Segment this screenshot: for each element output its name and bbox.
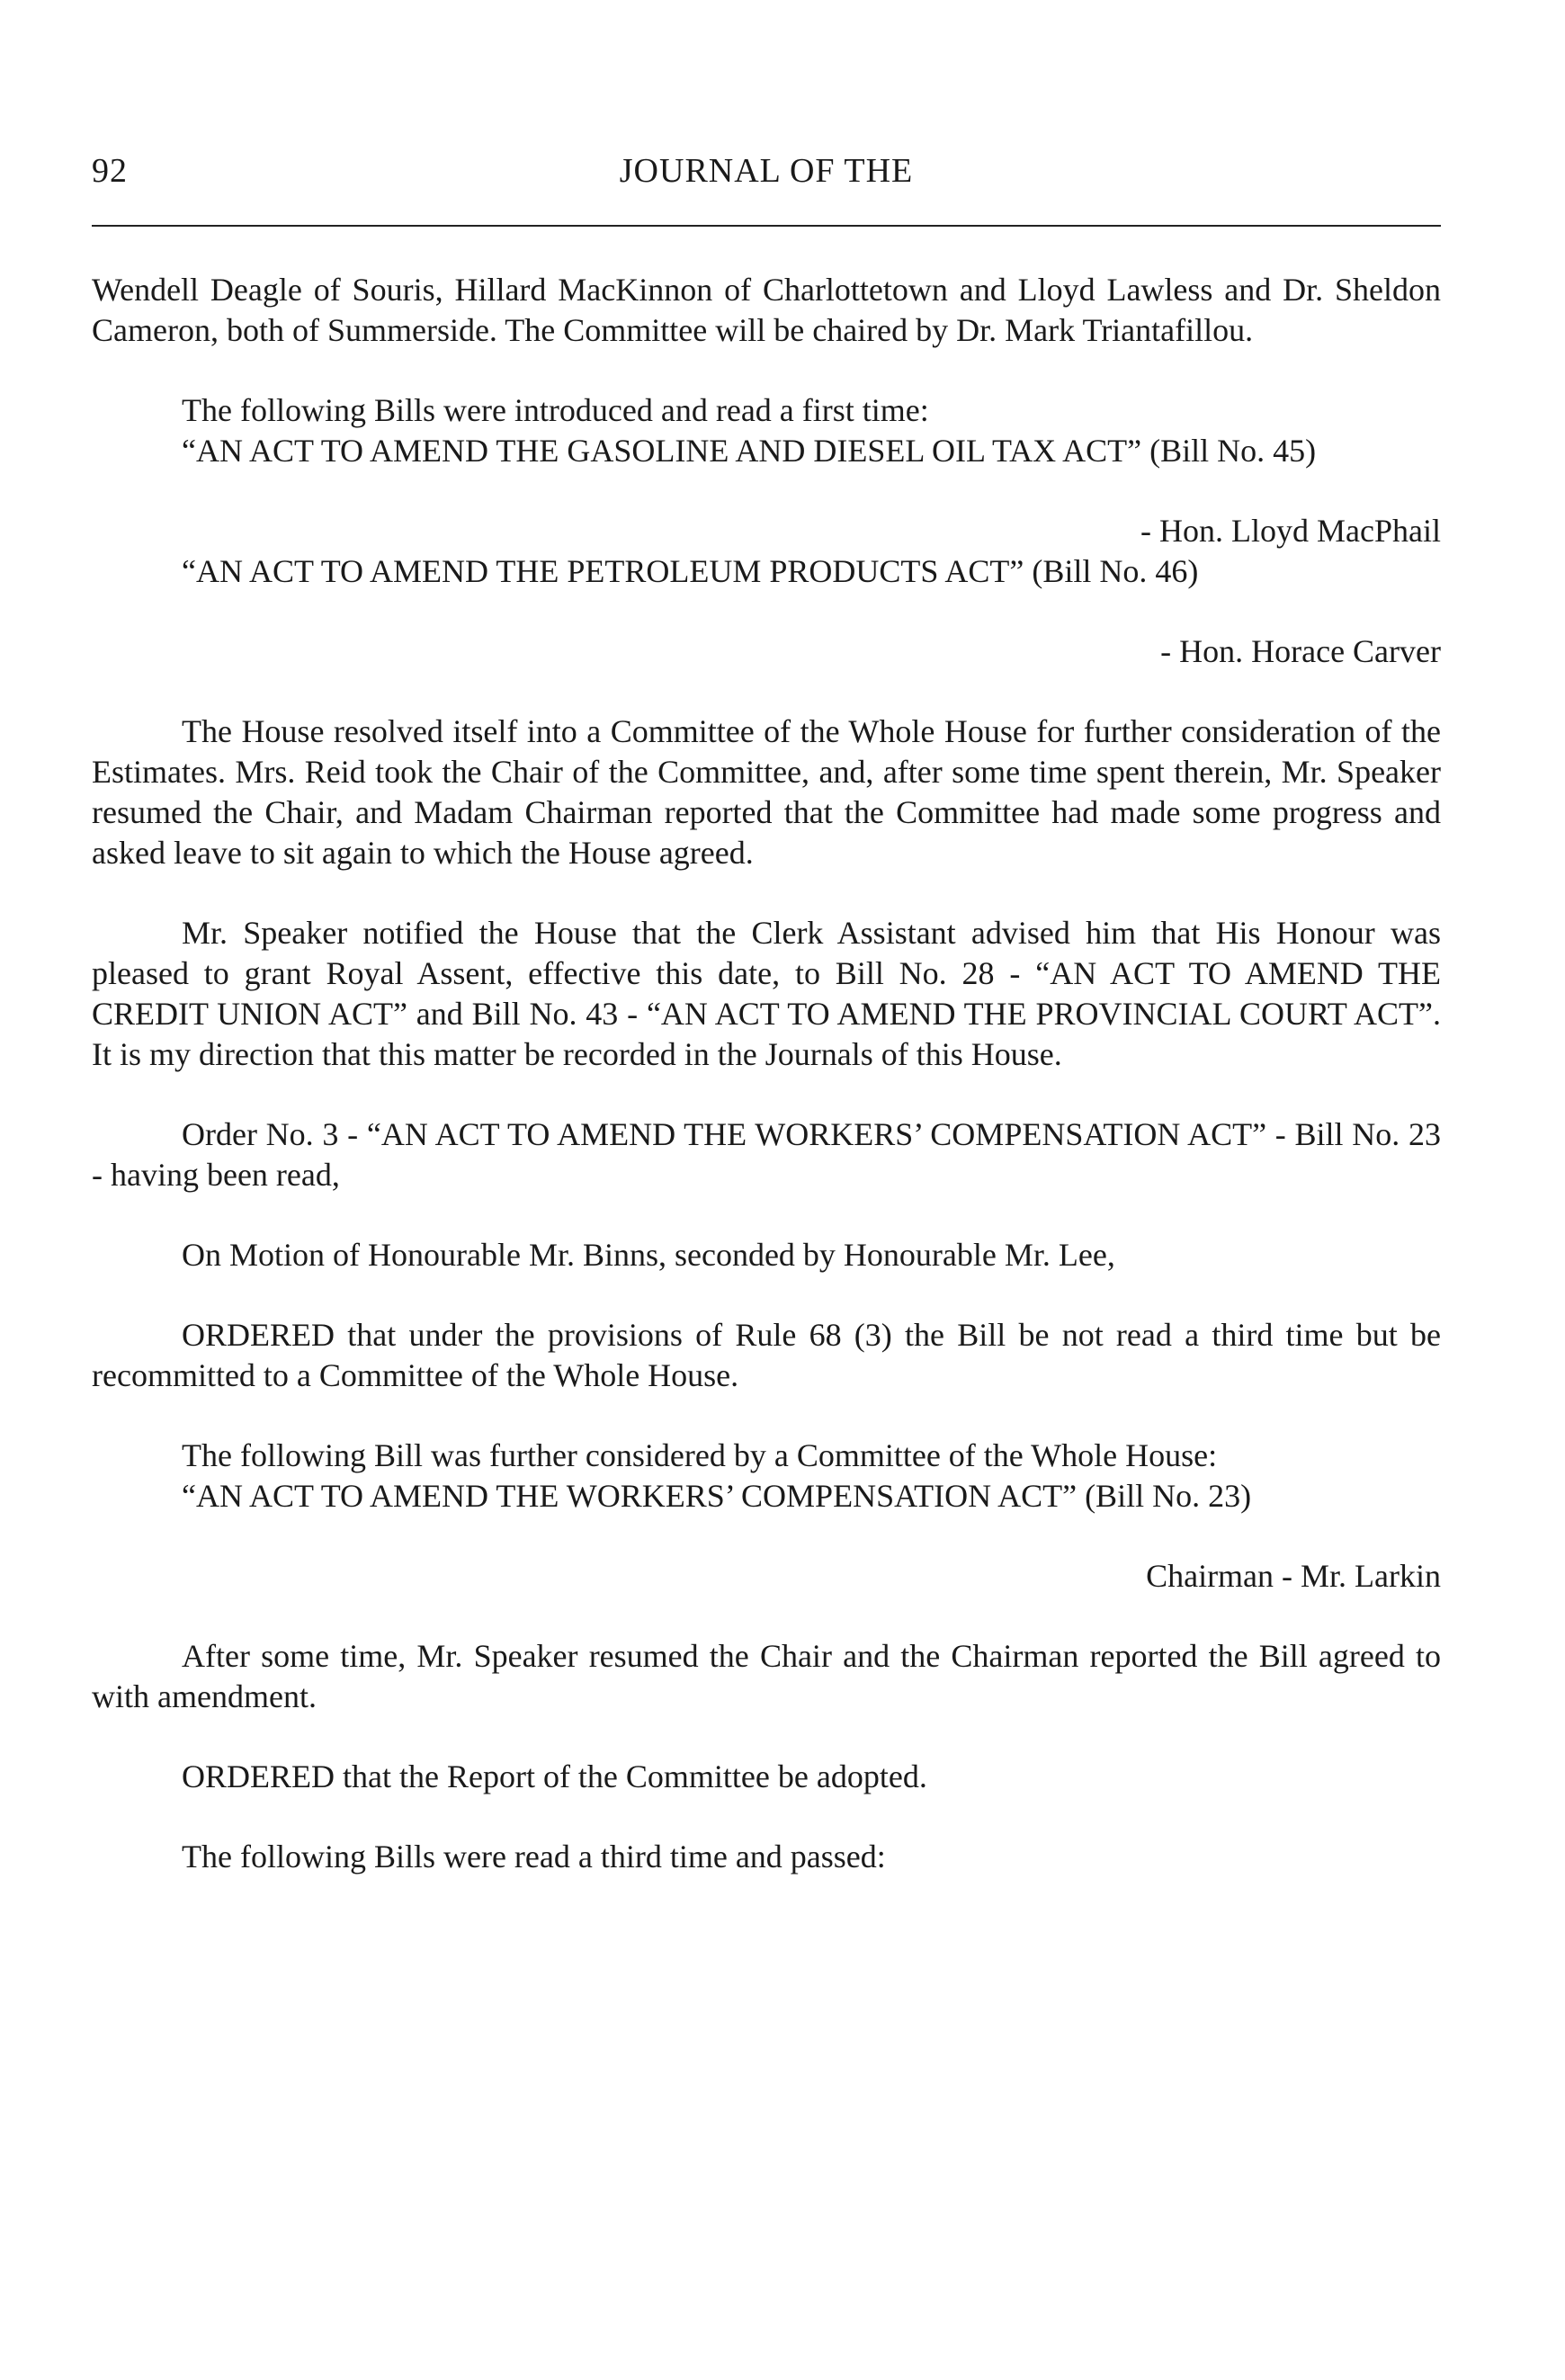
paragraph-committee-members: Wendell Deagle of Souris, Hillard MacKinnon of Charlottetown and Lloyd Lawless and Dr. Sheldon Cameron, both of Summerside. The Committee will be chaired by Dr. Mark Triantafillou. bbox=[92, 272, 1441, 348]
paragraph-ordered-recommit: ORDERED that under the provisions of Rule 68 (3) the Bill be not read a third time but be recommitted to a Committee of the Whole House. bbox=[92, 1317, 1441, 1393]
page-header bbox=[92, 151, 1441, 205]
paragraph-royal-assent: Mr. Speaker notified the House that the Clerk Assistant advised him that His Honour was pleased to grant Royal Assent, effective this date, to Bill No. 28 - “AN ACT TO AMEND THE CREDIT UNION ACT” and Bill No. 43 - “AN ACT TO AMEND THE PROVINCIAL COURT ACT”. It is my direction that this matter be recorded in the Journals of this House. bbox=[92, 915, 1441, 1072]
bill-23-chairman: Chairman - Mr. Larkin bbox=[1146, 1558, 1441, 1594]
page-number: 92 bbox=[92, 152, 128, 190]
paragraph-after-some-time: After some time, Mr. Speaker resumed the Chair and the Chairman reported the Bill agreed to with amendment. bbox=[92, 1638, 1441, 1714]
paragraph-third-time-passed: The following Bills were read a third time and passed: bbox=[182, 1839, 886, 1874]
paragraph-motion: On Motion of Honourable Mr. Binns, seconded by Honourable Mr. Lee, bbox=[182, 1237, 1115, 1273]
bill-46-sponsor: - Hon. Horace Carver bbox=[1160, 633, 1441, 669]
paragraph-ordered-report-adopted: ORDERED that the Report of the Committee be adopted. bbox=[182, 1758, 927, 1794]
bill-45-title: “AN ACT TO AMEND THE GASOLINE AND DIESEL OIL TAX ACT” (Bill No. 45) bbox=[182, 433, 1317, 469]
paragraph-committee-estimates: The House resolved itself into a Committee of the Whole House for further consideration of the Estimates. Mrs. Reid took the Chair of the Committee, and, after some time spent therein, Mr. Speaker resumed the Chair, and Madam Chairman reported that the Committee had made some progress and asked leave to sit again to which the House agreed. bbox=[92, 713, 1441, 871]
header-rule bbox=[92, 225, 1441, 227]
bill-23-title: “AN ACT TO AMEND THE WORKERS’ COMPENSATION ACT” (Bill No. 23) bbox=[182, 1478, 1252, 1514]
page-body bbox=[92, 270, 1441, 1877]
bill-45-sponsor: - Hon. Lloyd MacPhail bbox=[1140, 513, 1441, 549]
paragraph-further-considered: The following Bill was further considered by a Committee of the Whole House: bbox=[182, 1437, 1218, 1473]
bill-46-title: “AN ACT TO AMEND THE PETROLEUM PRODUCTS ACT” (Bill No. 46) bbox=[182, 553, 1199, 589]
running-head: JOURNAL OF THE bbox=[619, 152, 914, 190]
paragraph-order-no-3: Order No. 3 - “AN ACT TO AMEND THE WORKERS’ COMPENSATION ACT” - Bill No. 23 - having been read, bbox=[92, 1116, 1441, 1193]
paragraph-bills-intro: The following Bills were introduced and read a first time: bbox=[182, 392, 929, 428]
